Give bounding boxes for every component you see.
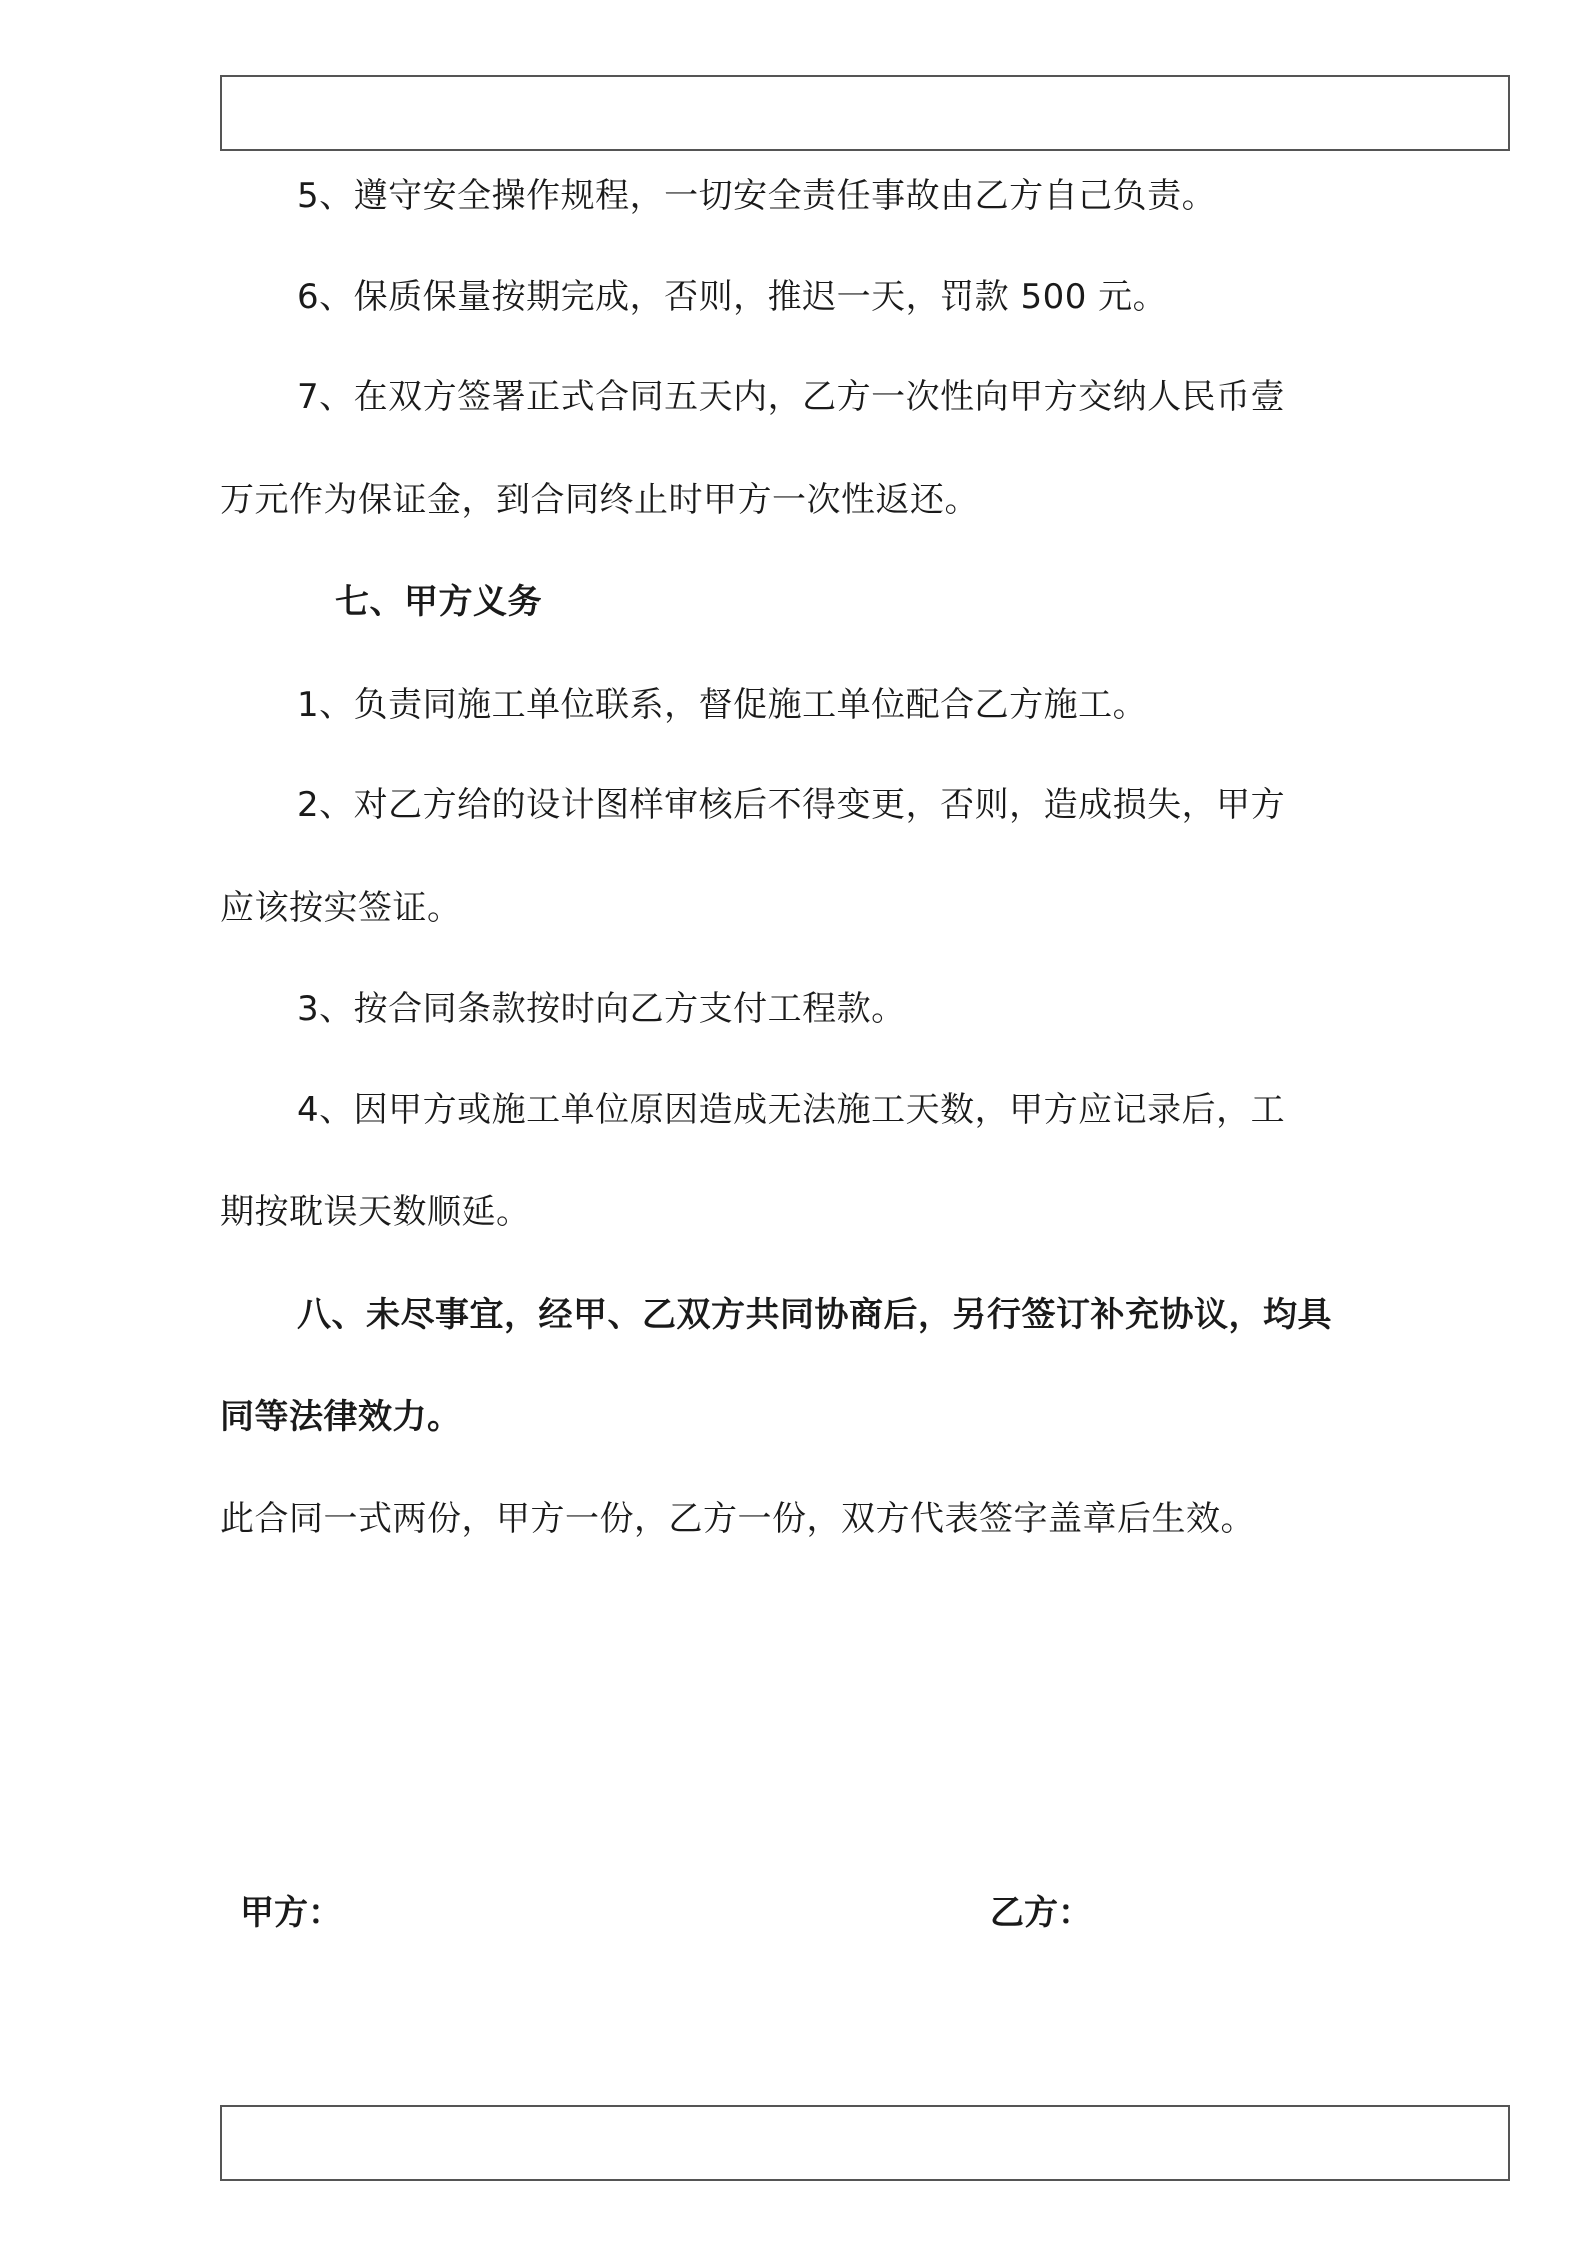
duty-b-item-5: 5、遵守安全操作规程，一切安全责任事故由乙方自己负责。 bbox=[297, 176, 1217, 216]
duty-b-item-7-line1: 7、在双方签署正式合同五天内，乙方一次性向甲方交纳人民币壹 bbox=[297, 377, 1286, 417]
duty-b-item-6: 6、保质保量按期完成，否则，推迟一天，罚款 500 元。 bbox=[297, 277, 1168, 317]
duty-a-item-3: 3、按合同条款按时向乙方支付工程款。 bbox=[297, 989, 906, 1029]
closing-statement: 此合同一式两份，甲方一份，乙方一份，双方代表签字盖章后生效。 bbox=[220, 1499, 1255, 1539]
header-box bbox=[220, 75, 1510, 151]
clause-8-line1: 八、未尽事宜，经甲、乙双方共同协商后，另行签订补充协议，均具 bbox=[297, 1295, 1332, 1335]
footer-box bbox=[220, 2105, 1510, 2181]
signature-party-b-label: 乙方： bbox=[990, 1893, 1092, 1933]
duty-a-item-4-line2: 期按耽误天数顺延。 bbox=[220, 1192, 531, 1232]
duty-a-item-1: 1、负责同施工单位联系，督促施工单位配合乙方施工。 bbox=[297, 685, 1148, 725]
clause-8-line2: 同等法律效力。 bbox=[220, 1397, 462, 1437]
signature-party-a-label: 甲方： bbox=[240, 1893, 342, 1933]
duty-a-item-4-line1: 4、因甲方或施工单位原因造成无法施工天数，甲方应记录后，工 bbox=[297, 1090, 1286, 1130]
section-heading-party-a-duties: 七、甲方义务 bbox=[335, 582, 542, 622]
duty-a-item-2-line1: 2、对乙方给的设计图样审核后不得变更，否则，造成损失，甲方 bbox=[297, 785, 1286, 825]
duty-b-item-7-line2: 万元作为保证金，到合同终止时甲方一次性返还。 bbox=[220, 480, 979, 520]
duty-a-item-2-line2: 应该按实签证。 bbox=[220, 888, 462, 928]
